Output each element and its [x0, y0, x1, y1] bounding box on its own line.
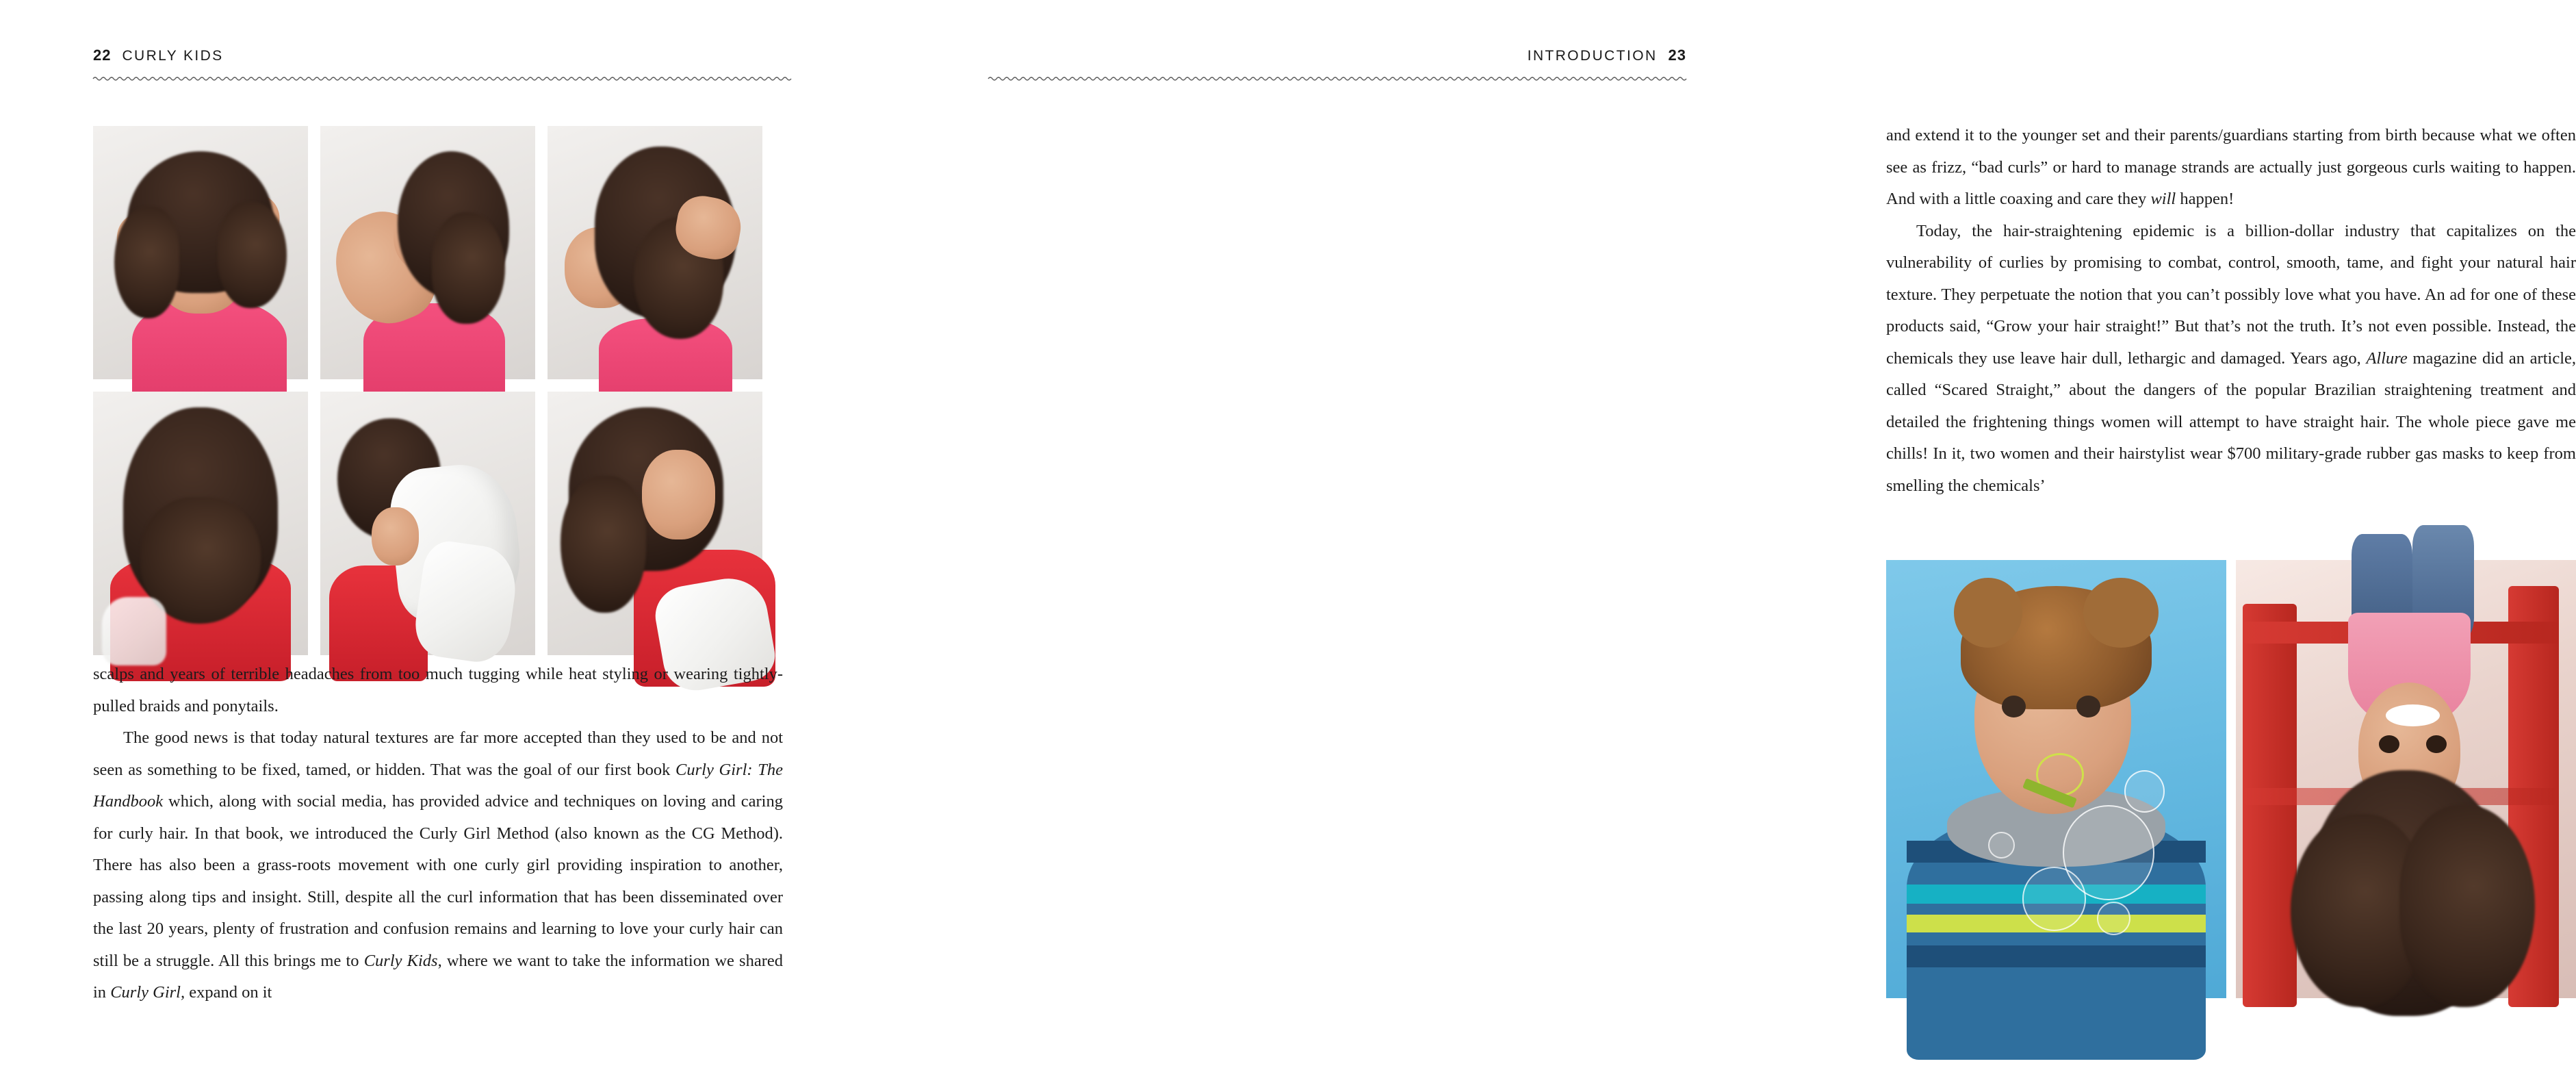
- photo-girl-scrunching-wet-hair-front: [93, 126, 308, 379]
- running-head-title-left: CURLY KIDS: [122, 48, 224, 64]
- photo-girl-hanging-upside-down-playground: [2236, 560, 2576, 998]
- photo-girl-hand-out-wet-curls: [548, 126, 762, 379]
- page-number-right: 23: [1668, 47, 1686, 64]
- left-page: [0, 0, 890, 1081]
- photo-girl-arms-up-wet-hair-side: [320, 126, 535, 379]
- photo-toddler-boy-blowing-bubbles: [1886, 560, 2226, 998]
- photo-girl-back-of-wet-curls: [93, 392, 308, 655]
- right-body-text: [1886, 120, 2576, 502]
- running-head-title-right: INTRODUCTION: [1527, 48, 1658, 64]
- header-rule-right: [988, 75, 1686, 82]
- page-number-left: 22: [93, 47, 112, 64]
- paragraph: Today, the hair-straightening epidemic is a billion-dollar industry that capitalizes on the vulnerability of curlies by promising to combat, control, smooth, tame, and fight your natural hair texture. They perpetuate the notion that you can’t possibly love what you have. An ad for one of these products said, “Grow your hair straight!” But that’s not the truth. It’s not even possible. Instead, the chemicals they use leave hair dull, lethargic and damaged. Years ago, Allure magazine did an article, called “Scared Straight,” about the dangers of the popular Brazilian straightening treatment and detailed the frightening things women will attempt to have straight hair. The whole piece gave me chills! In it, two women and their hairstylist wear $700 military-grade rubber gas masks to keep from smelling the chemicals’: [1886, 221, 2576, 495]
- paragraph: scalps and years of terrible headaches from too much tugging while heat styling or wearing tightly-pulled braids and ponytails.: [93, 665, 783, 715]
- left-body-text: [93, 659, 783, 1009]
- paragraph: The good news is that today natural textures are far more accepted than they used to be and not seen as something to be fixed, tamed, or hidden. That was the goal of our first book Curly Girl: The Handbook which, along with social media, has provided advice and techniques on loving and caring for curly hair. In that book, we introduced the Curly Girl Method (also known as the CG Method). There has also been a grass-roots movement with one curly girl providing inspiration to another, passing along tips and insight. Still, despite all the curl information that has been disseminated over the last 20 years, plenty of frustration and confusion remains and learning to love your curly hair can still be a struggle. All this brings me to Curly Kids, where we want to take the information we shared in Curly Girl, expand on it: [93, 728, 783, 1002]
- running-head-left: [93, 47, 224, 64]
- left-photo-grid: [93, 126, 783, 655]
- right-page: [890, 0, 2576, 1081]
- photo-girl-plopping-hair-with-towel: [320, 392, 535, 655]
- running-head-right: [1528, 47, 1686, 64]
- paragraph: and extend it to the younger set and their parents/guardians starting from birth because what we often see as frizz, “bad curls” or hard to manage strands are actually just gorgeous curls waiting to happen. And with a little coaxing and care they will happen!: [1886, 126, 2576, 208]
- header-rule-left: [93, 75, 791, 82]
- right-photo-pair: [1886, 560, 2576, 998]
- photo-girl-smiling-with-towel-dried-curls: [548, 392, 762, 655]
